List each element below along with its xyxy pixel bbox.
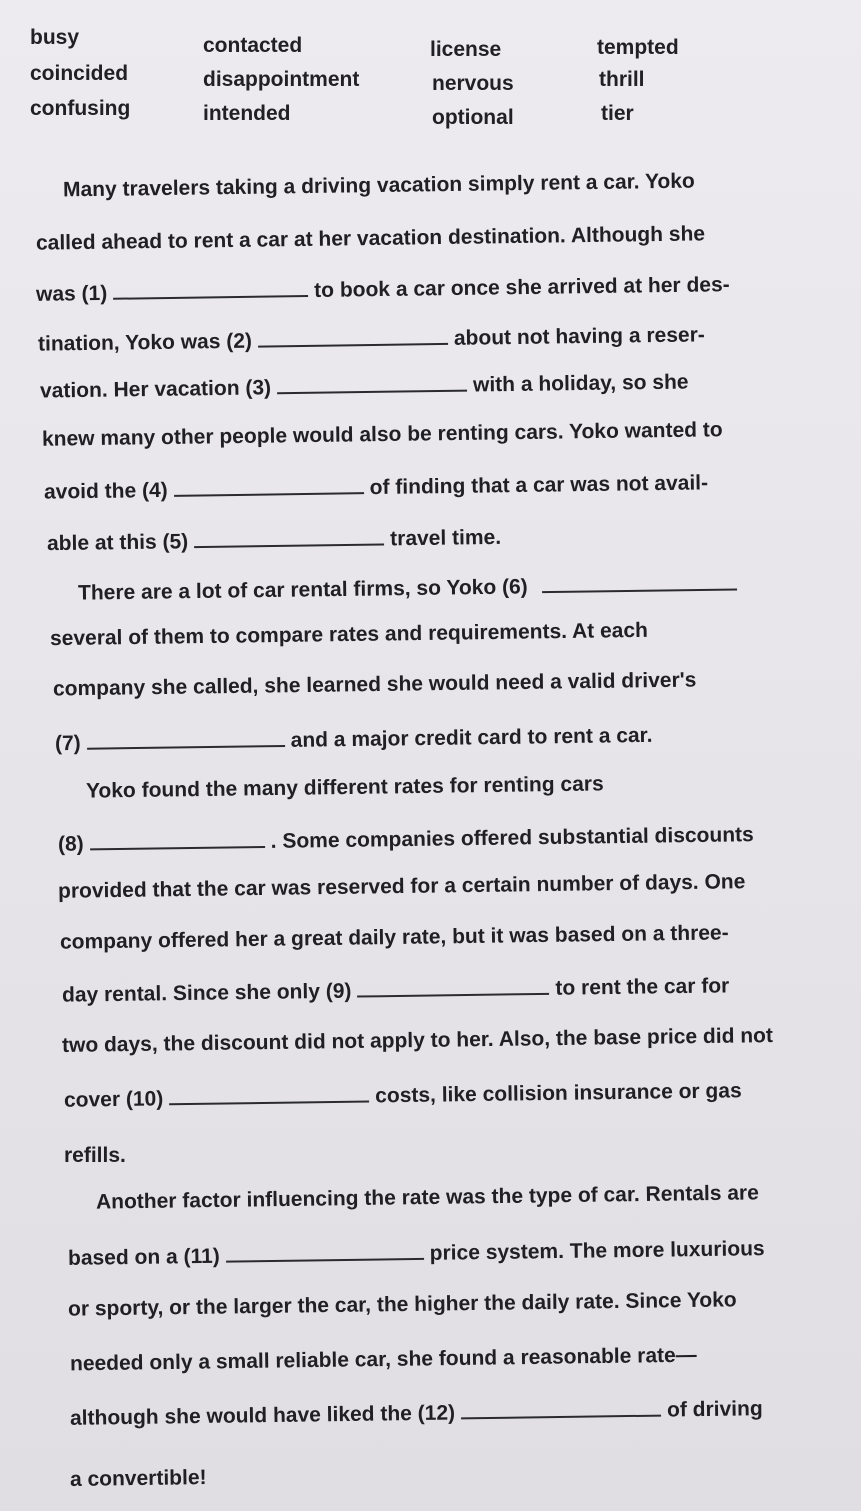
passage-line: Yoko found the many different rates for renting cars	[85, 772, 604, 803]
passage-line	[38, 321, 705, 357]
passage-line: called ahead to rent a car at her vacation destination. Although she	[35, 222, 706, 255]
passage-text: tination, Yoko was (2)	[37, 329, 253, 356]
word-bank-item: coincided	[30, 62, 129, 85]
passage-line	[68, 1235, 765, 1272]
passage-line: needed only a small reliable car, she found a reasonable rate—	[69, 1343, 697, 1376]
answer-blank-4[interactable]	[174, 474, 364, 497]
passage-line: or sporty, or the larger the car, the higher the daily rate. Since Yoko	[67, 1288, 737, 1321]
passage-text: about not having a reser-	[453, 323, 705, 350]
passage-text: although she would have liked the (12)	[69, 1401, 456, 1430]
passage-line	[64, 1077, 742, 1113]
word-bank-item: thrill	[599, 68, 645, 91]
answer-blank-3[interactable]	[277, 372, 467, 395]
answer-blank-12[interactable]	[461, 1397, 661, 1420]
answer-blank-10[interactable]	[169, 1082, 369, 1105]
passage-line	[47, 524, 501, 557]
passage-line: Another factor influencing the rate was the type of car. Rentals are	[95, 1181, 759, 1214]
passage-line	[40, 368, 689, 404]
passage-line: knew many other people would also be renting cars. Yoko wanted to	[41, 418, 723, 451]
passage-text: avoid the (4)	[43, 478, 168, 504]
word-bank-item: license	[430, 38, 502, 61]
passage-text: with a holiday, so she	[472, 370, 689, 397]
passage-text: of finding that a car was not avail-	[369, 471, 709, 500]
passage-line: company offered her a great daily rate, but it was based on a three-	[59, 921, 729, 954]
passage-line	[36, 271, 730, 308]
passage-text: costs, like collision insurance or gas	[375, 1079, 742, 1108]
answer-blank-8[interactable]	[90, 828, 265, 850]
passage-line: Many travelers taking a driving vacation simply rent a car. Yoko	[62, 169, 695, 202]
passage-line	[78, 570, 743, 606]
passage-text: was (1)	[35, 281, 108, 306]
word-bank-item: tempted	[597, 36, 679, 59]
passage-line: two days, the discount did not apply to her. Also, the base price did not	[61, 1024, 774, 1057]
passage-line: several of them to compare rates and requirements. At each	[49, 618, 649, 651]
passage-text: vation. Her vacation (3)	[39, 376, 272, 403]
passage-text: (7)	[54, 731, 81, 756]
passage-text: to book a car once she arrived at her des-	[314, 273, 730, 302]
passage-text: able at this (5)	[46, 530, 189, 556]
passage-text: to rent the car for	[555, 974, 730, 1000]
passage-line	[62, 972, 730, 1008]
word-bank-item: tier	[601, 102, 634, 125]
word-bank-item: optional	[432, 106, 514, 129]
passage-line: company she called, she learned she would need a valid driver's	[52, 668, 697, 701]
passage-text: price system. The more luxurious	[429, 1237, 765, 1265]
word-bank-item: contacted	[203, 34, 303, 57]
passage-text: day rental. Since she only (9)	[61, 979, 352, 1007]
passage-text: cover (10)	[63, 1087, 164, 1112]
passage-line	[58, 821, 754, 858]
word-bank-item: disappointment	[203, 68, 360, 91]
passage-line: a convertible!	[69, 1466, 207, 1491]
passage-line	[55, 722, 653, 757]
answer-blank-1[interactable]	[113, 277, 308, 300]
passage-text: and a major credit card to rent a car.	[290, 723, 653, 752]
word-bank-item: confusing	[30, 97, 131, 120]
passage-text: (8)	[57, 832, 84, 856]
passage-text: travel time.	[390, 525, 502, 551]
passage-line: refills.	[64, 1144, 126, 1167]
passage-text: There are a lot of car rental firms, so Yoko (6)	[77, 575, 528, 605]
answer-blank-5[interactable]	[194, 525, 384, 548]
word-bank-item: nervous	[432, 72, 514, 95]
answer-blank-7[interactable]	[87, 727, 285, 750]
word-bank-item: intended	[203, 102, 291, 125]
passage-text: of driving	[666, 1397, 763, 1422]
passage-text: . Some companies offered substantial discounts	[270, 823, 754, 853]
passage-line	[70, 1395, 763, 1432]
passage-line	[44, 469, 708, 505]
passage-text: based on a (11)	[67, 1244, 220, 1270]
answer-blank-11[interactable]	[226, 1240, 424, 1263]
answer-blank-2[interactable]	[258, 325, 448, 348]
answer-blank-9[interactable]	[357, 975, 549, 998]
word-bank-item: busy	[30, 26, 80, 49]
answer-blank-6[interactable]	[542, 570, 737, 593]
passage-line: provided that the car was reserved for a certain number of days. One	[57, 870, 746, 903]
